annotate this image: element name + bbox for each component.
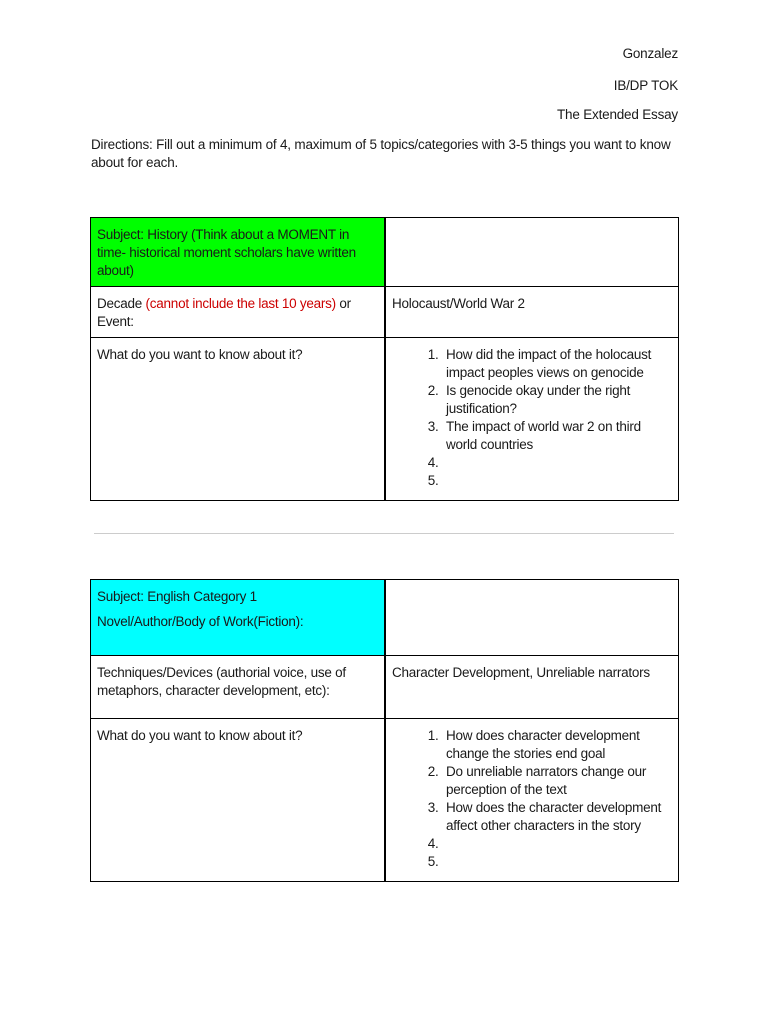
course-name: IB/DP TOK: [613, 78, 678, 93]
english-question-5: [442, 853, 672, 871]
history-question-4: [442, 454, 672, 472]
english-question-label: What do you want to know about it?: [97, 728, 303, 743]
english-subject-value-cell[interactable]: [385, 580, 679, 656]
history-questions-list: [392, 346, 672, 490]
english-question-1: 1. How does character development change the stories end goal: [442, 727, 672, 763]
section-divider: [94, 533, 674, 534]
english-questions-list: [392, 727, 672, 871]
history-subject-value-cell[interactable]: [385, 218, 679, 287]
english-topic-table: [90, 579, 679, 882]
english-subject-label: Subject: English Category 1: [97, 589, 257, 604]
english-subject-sublabel: Novel/Author/Body of Work(Fiction):: [97, 614, 304, 629]
history-questions-cell[interactable]: [385, 338, 679, 501]
techniques-label-cell: [91, 656, 386, 719]
techniques-value-cell[interactable]: [385, 656, 679, 719]
history-question-label: What do you want to know about it?: [97, 347, 303, 362]
author-name: Gonzalez: [622, 46, 678, 61]
english-question-3: 3. How does the character development affect other characters in the story: [442, 799, 672, 835]
history-topic-table: [90, 217, 679, 501]
english-question-label-cell: [91, 719, 386, 882]
assignment-title: The Extended Essay: [557, 107, 678, 122]
decade-value-cell[interactable]: [385, 287, 679, 338]
techniques-value: Character Development, Unreliable narrators: [392, 665, 650, 680]
subject-row: [91, 580, 679, 656]
decade-label-cell: [91, 287, 386, 338]
history-question-3: 3. The impact of world war 2 on third world countries: [442, 418, 672, 454]
decade-suffix: or Event:: [97, 296, 351, 329]
techniques-label: Techniques/Devices (authorial voice, use of metaphors, character development, etc):: [97, 665, 346, 698]
directions-text: Directions: Fill out a minimum of 4, maximum of 5 topics/categories with 3-5 things you want to know about for each.: [91, 137, 671, 170]
decade-prefix: Decade: [97, 296, 146, 311]
history-subject-label: Subject: History (Think about a MOMENT in time- historical moment scholars have written about): [97, 227, 356, 278]
subject-row: [91, 218, 679, 287]
history-subject-cell: [91, 218, 386, 287]
history-question-label-cell: [91, 338, 386, 501]
english-subject-cell: [91, 580, 386, 656]
english-questions-cell[interactable]: [385, 719, 679, 882]
decade-row: [91, 287, 679, 338]
history-question-1: 1. How did the impact of the holocaust impact peoples views on genocide: [442, 346, 672, 382]
techniques-row: [91, 656, 679, 719]
english-question-4: [442, 835, 672, 853]
english-question-2: 2. Do unreliable narrators change our perception of the text: [442, 763, 672, 799]
decade-note: (cannot include the last 10 years): [145, 296, 336, 311]
questions-row: [91, 719, 679, 882]
questions-row: [91, 338, 679, 501]
decade-value: Holocaust/World War 2: [392, 296, 525, 311]
history-question-5: [442, 472, 672, 490]
history-question-2: 2. Is genocide okay under the right justification?: [442, 382, 672, 418]
